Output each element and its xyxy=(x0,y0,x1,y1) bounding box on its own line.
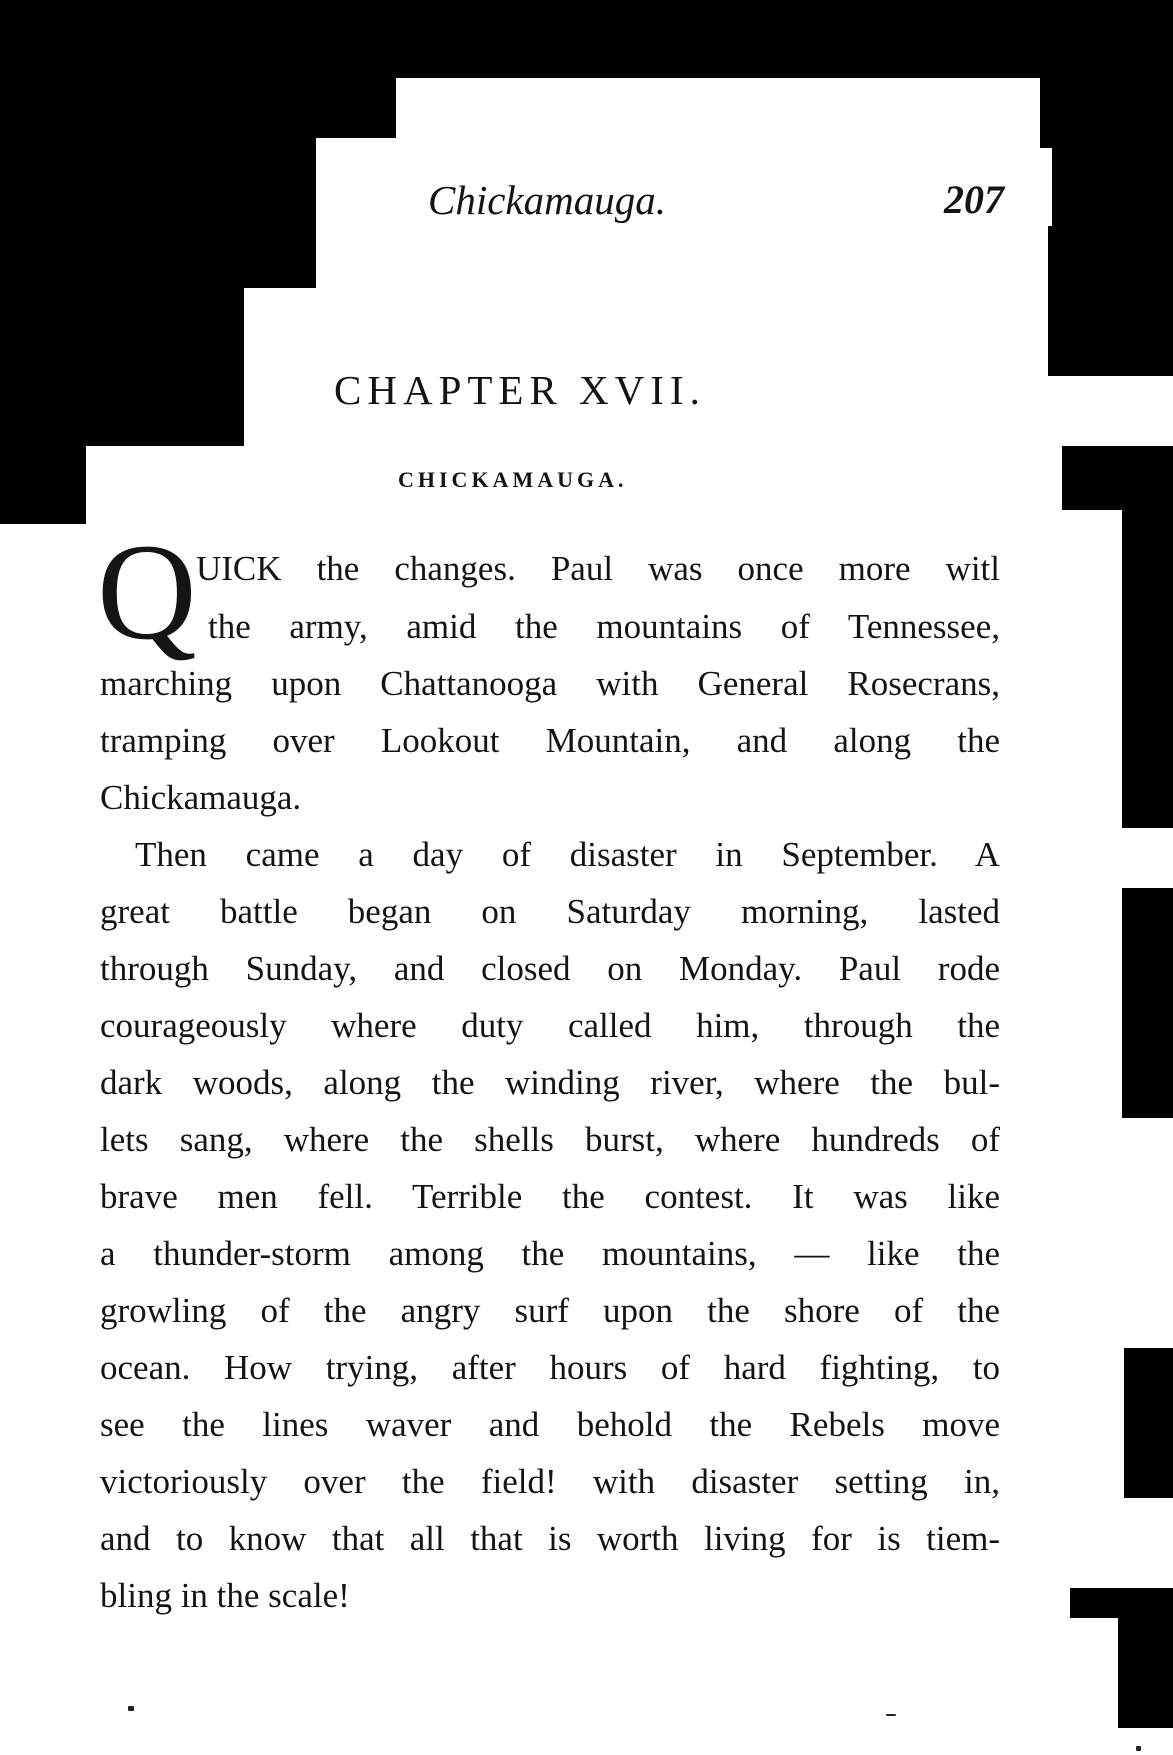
page-number: 207 xyxy=(944,177,1004,222)
text-line: UICK the changes. Paul was once more witl xyxy=(196,549,1000,588)
text-line: see the lines waver and behold the Rebels move xyxy=(100,1405,1000,1444)
drop-cap: Q xyxy=(97,515,197,668)
text-line: through Sunday, and closed on Monday. Paul rode xyxy=(100,949,1000,988)
text-line: great battle began on Saturday morning, lasted xyxy=(100,892,1000,931)
text-line: ocean. How trying, after hours of hard fighting, to xyxy=(100,1348,1000,1387)
text-line: lets sang, where the shells burst, where hundreds of xyxy=(100,1120,1000,1159)
scan-speck xyxy=(886,1714,896,1716)
scan-border-right-band-6 xyxy=(1070,1588,1173,1618)
scan-border-top xyxy=(0,0,1173,78)
running-head xyxy=(428,176,1004,226)
scan-border-right-band-3 xyxy=(1122,510,1173,828)
scan-border-right-band-1 xyxy=(1048,226,1173,376)
scan-border-right-band-7 xyxy=(1118,1618,1173,1728)
scan-border-top-right xyxy=(1040,78,1173,148)
text-line: Chickamauga. xyxy=(100,778,302,817)
scan-border-right-band-4 xyxy=(1122,888,1173,1118)
text-line: dark woods, along the winding river, where the bul- xyxy=(100,1063,1000,1102)
scan-border-left-lower xyxy=(0,446,86,524)
text-line: Then came a day of disaster in September. A xyxy=(135,835,1000,874)
text-line: growling of the angry surf upon the shore of the xyxy=(100,1291,1000,1330)
text-line: a thunder-storm among the mountains, — like the xyxy=(100,1234,1000,1273)
chapter-subtitle: CHICKAMAUGA. xyxy=(398,467,628,492)
text-line: courageously where duty called him, through the xyxy=(100,1006,1000,1045)
scan-speck xyxy=(1136,1746,1141,1751)
scan-border-left-middle xyxy=(0,288,244,446)
chapter-heading: CHAPTER XVII. xyxy=(334,367,706,413)
text-line: brave men fell. Terrible the contest. It was like xyxy=(100,1177,1000,1216)
running-title: Chickamauga. xyxy=(428,177,666,223)
scan-border-right-upper xyxy=(1052,148,1173,226)
scan-border-right-band-5 xyxy=(1124,1348,1173,1498)
text-line: tramping over Lookout Mountain, and along the xyxy=(100,721,1000,760)
scan-border-right-band-2 xyxy=(1062,446,1173,510)
text-line: and to know that all that is worth living for is tiem- xyxy=(100,1519,1000,1558)
text-line: victoriously over the field! with disaster setting in, xyxy=(100,1462,1000,1501)
scan-border-left-upper xyxy=(0,138,316,288)
scan-border-top-left xyxy=(0,78,396,138)
text-line: marching upon Chattanooga with General Rosecrans, xyxy=(100,664,1000,703)
scan-speck xyxy=(128,1706,134,1711)
text-line: bling in the scale! xyxy=(100,1576,350,1615)
text-line: the army, amid the mountains of Tennessee, xyxy=(208,607,1000,646)
